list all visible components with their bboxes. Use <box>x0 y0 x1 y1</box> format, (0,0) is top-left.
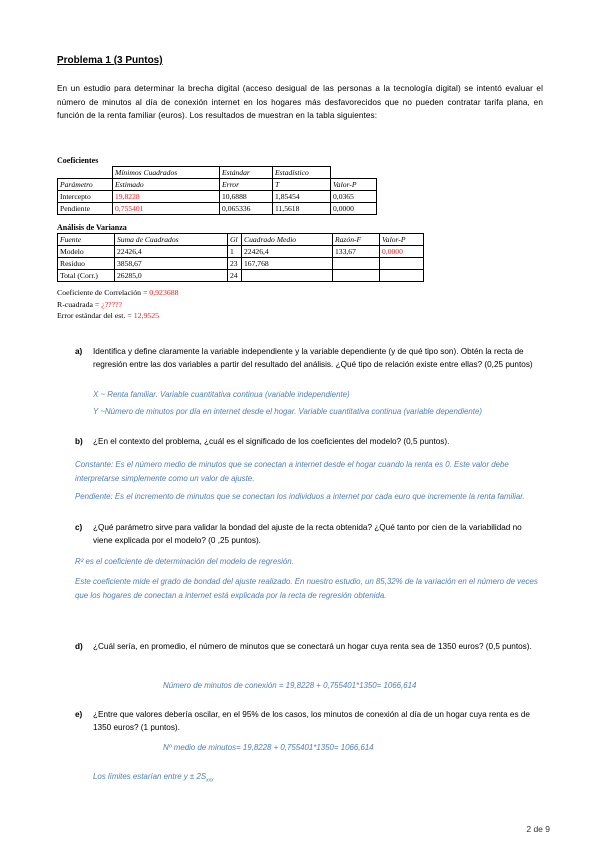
question-b-text: ¿En el contexto del problema, ¿cuál es el significado de los coeficientes del modelo? (0,5 puntos). <box>93 437 450 446</box>
table-cell: 1,85454 <box>273 191 331 203</box>
table-cell <box>380 270 424 282</box>
std-error-value: 12,9525 <box>133 311 160 320</box>
answer-c-2: Este coeficiente mide el grado de bondad del ajuste realizado. En nuestro estudio, un 85,32% de la variación en el número de veces que los hogares de conectan a internet está explicada por la recta de regresión obtenida. <box>75 577 538 600</box>
answer-e-1: Nº medio de minutos= 19,8228 + 0,755401*1350= 1066,614 <box>163 743 374 752</box>
table-cell <box>380 258 424 270</box>
table-row <box>58 270 424 282</box>
table-cell <box>333 270 380 282</box>
page-number: 2 de 9 <box>526 824 550 834</box>
table-header-cell: Estándar <box>220 167 273 179</box>
problem-title: Problema 1 (3 Puntos) <box>57 55 163 66</box>
question-d-text: ¿Cuál sería, en promedio, el número de minutos que se conectará un hogar cuya renta sea de 1350 euros? (0,5 puntos). <box>93 642 532 651</box>
correlation-label: Coeficiente de Correlación = <box>57 288 150 297</box>
question-e-label: e) <box>75 710 83 719</box>
table-header-row <box>58 179 377 191</box>
table-header-cell: Parámetro <box>58 179 113 191</box>
table-header-cell: Mínimos Cuadrados <box>113 167 220 179</box>
std-error-line <box>57 310 179 322</box>
coef-caption: Coeficientes <box>57 156 99 165</box>
table-cell: 0,0000 <box>380 246 424 258</box>
question-d-label: d) <box>75 642 83 651</box>
table-cell: 10,6888 <box>220 191 273 203</box>
table-cell: 19,8228 <box>113 191 220 203</box>
answer-c-1: R² es el coeficiente de determinación del modelo de regresión. <box>75 557 294 566</box>
table-cell: 0,0365 <box>331 191 377 203</box>
std-error-label: Error estándar del est. = <box>57 311 134 320</box>
r-squared-line <box>57 299 179 311</box>
answer-b-2: Pendiente: Es el incremento de minutos que se conectan los individuos a internet por cada euro que incremente la renta familiar. <box>75 492 525 501</box>
answer-e-2 <box>93 770 543 788</box>
table-cell: Residuo <box>58 258 115 270</box>
table-header-cell: Estimado <box>113 179 220 191</box>
table-cell <box>331 167 377 179</box>
table-header-cell: Cuadrado Medio <box>242 234 333 246</box>
table-cell: 133,67 <box>333 246 380 258</box>
question-a-label: a) <box>75 347 83 356</box>
answer-d-1: Número de minutos de conexión = 19,8228 + 0,755401*1350= 1066,614 <box>163 681 417 690</box>
correlation-line <box>57 287 179 299</box>
answer-b-1: Constante: Es el número medio de minutos que se conectan a internet desde el hogar cuando la renta es 0. Este valor debe interpretarse simplemente como un valor de ajuste. <box>75 460 509 483</box>
question-c-label: c) <box>75 523 83 532</box>
table-header-cell: Fuente <box>58 234 115 246</box>
table-row <box>58 191 377 203</box>
table-cell: Intercepto <box>58 191 113 203</box>
table-row <box>58 246 424 258</box>
answer-a-2: Y ~Número de minutos por día en internet desde el hogar. Variable cuantitativa continua (variable dependiente) <box>93 407 483 416</box>
table-cell: 0,065336 <box>220 203 273 215</box>
question-c-text: ¿Qué parámetro sirve para validar la bondad del ajuste de la recta obtenida? ¿Qué tanto por cien de la variabilidad no viene explicada por el modelo? (0 ,25 puntos). <box>93 523 522 546</box>
table-cell <box>242 270 333 282</box>
table-cell: Pendiente <box>58 203 113 215</box>
table-cell: 0,0000 <box>331 203 377 215</box>
table-cell: 11,5618 <box>273 203 331 215</box>
table-header-cell: Gl <box>228 234 242 246</box>
table-cell: 22426,4 <box>115 246 228 258</box>
answer-a-1: X ~ Renta familiar. Variable cuantitativa continua (variable independiente) <box>93 390 350 399</box>
table-header-cell: Valor-P <box>380 234 424 246</box>
table-cell: 167,768 <box>242 258 333 270</box>
table-header-row <box>58 234 424 246</box>
anova-caption: Análisis de Varianza <box>57 223 127 232</box>
table-header-cell: Error <box>220 179 273 191</box>
table-header-cell: T <box>273 179 331 191</box>
r-squared-value: ¿????? <box>101 299 122 309</box>
table-cell: Total (Corr.) <box>58 270 115 282</box>
table-cell: 26285,0 <box>115 270 228 282</box>
table-cell <box>58 167 113 179</box>
anova-table <box>57 233 424 282</box>
question-a-text: Identifica y define claramente la variable independiente y la variable dependiente (y de qué tipo son). Obtén la recta de regresión entre las dos variables a partir del resultado del análisis. ¿Qué tipo de relación existe entre ellas? (0,25 puntos) <box>93 347 533 370</box>
table-cell <box>333 258 380 270</box>
table-cell: Modelo <box>58 246 115 258</box>
question-b-label: b) <box>75 437 83 446</box>
r-squared-label: R-cuadrada = <box>57 299 102 309</box>
answer-e-2-subscript: xxx <box>206 777 214 784</box>
table-header-cell: Valor-P <box>331 179 377 191</box>
table-header-cell: Estadístico <box>273 167 331 179</box>
table-row <box>58 203 377 215</box>
table-header-cell: Suma de Cuadrados <box>115 234 228 246</box>
table-cell: 1 <box>228 246 242 258</box>
answer-e-2-text: Los límites estarían entre y ± 2S <box>93 772 207 781</box>
problem-intro: En un estudio para determinar la brecha digital (acceso desigual de las personas a la tecnología digital) se intentó evaluar el número de minutos al día de conexión internet en los hogares más desfavorecidos que no pueden contratar tarifa plana, en función de la renta familiar (euros). Los resultados de muestran en la tabla siguientes: <box>57 84 543 120</box>
table-cell: 0,755401 <box>113 203 220 215</box>
table-cell: 3858,67 <box>115 258 228 270</box>
correlation-value: 0,923688 <box>149 288 179 297</box>
table-header-row <box>58 167 377 179</box>
table-row <box>58 258 424 270</box>
table-cell: 23 <box>228 258 242 270</box>
coefficients-table <box>57 166 377 215</box>
table-header-cell: Razón-F <box>333 234 380 246</box>
table-cell: 24 <box>228 270 242 282</box>
summary-stats <box>57 287 179 322</box>
table-cell: 22426,4 <box>242 246 333 258</box>
question-e-text: ¿Entre que valores debería oscilar, en el 95% de los casos, los minutos de conexión al día de un hogar cuya renta es de 1350 euros? (1 puntos). <box>93 710 530 733</box>
